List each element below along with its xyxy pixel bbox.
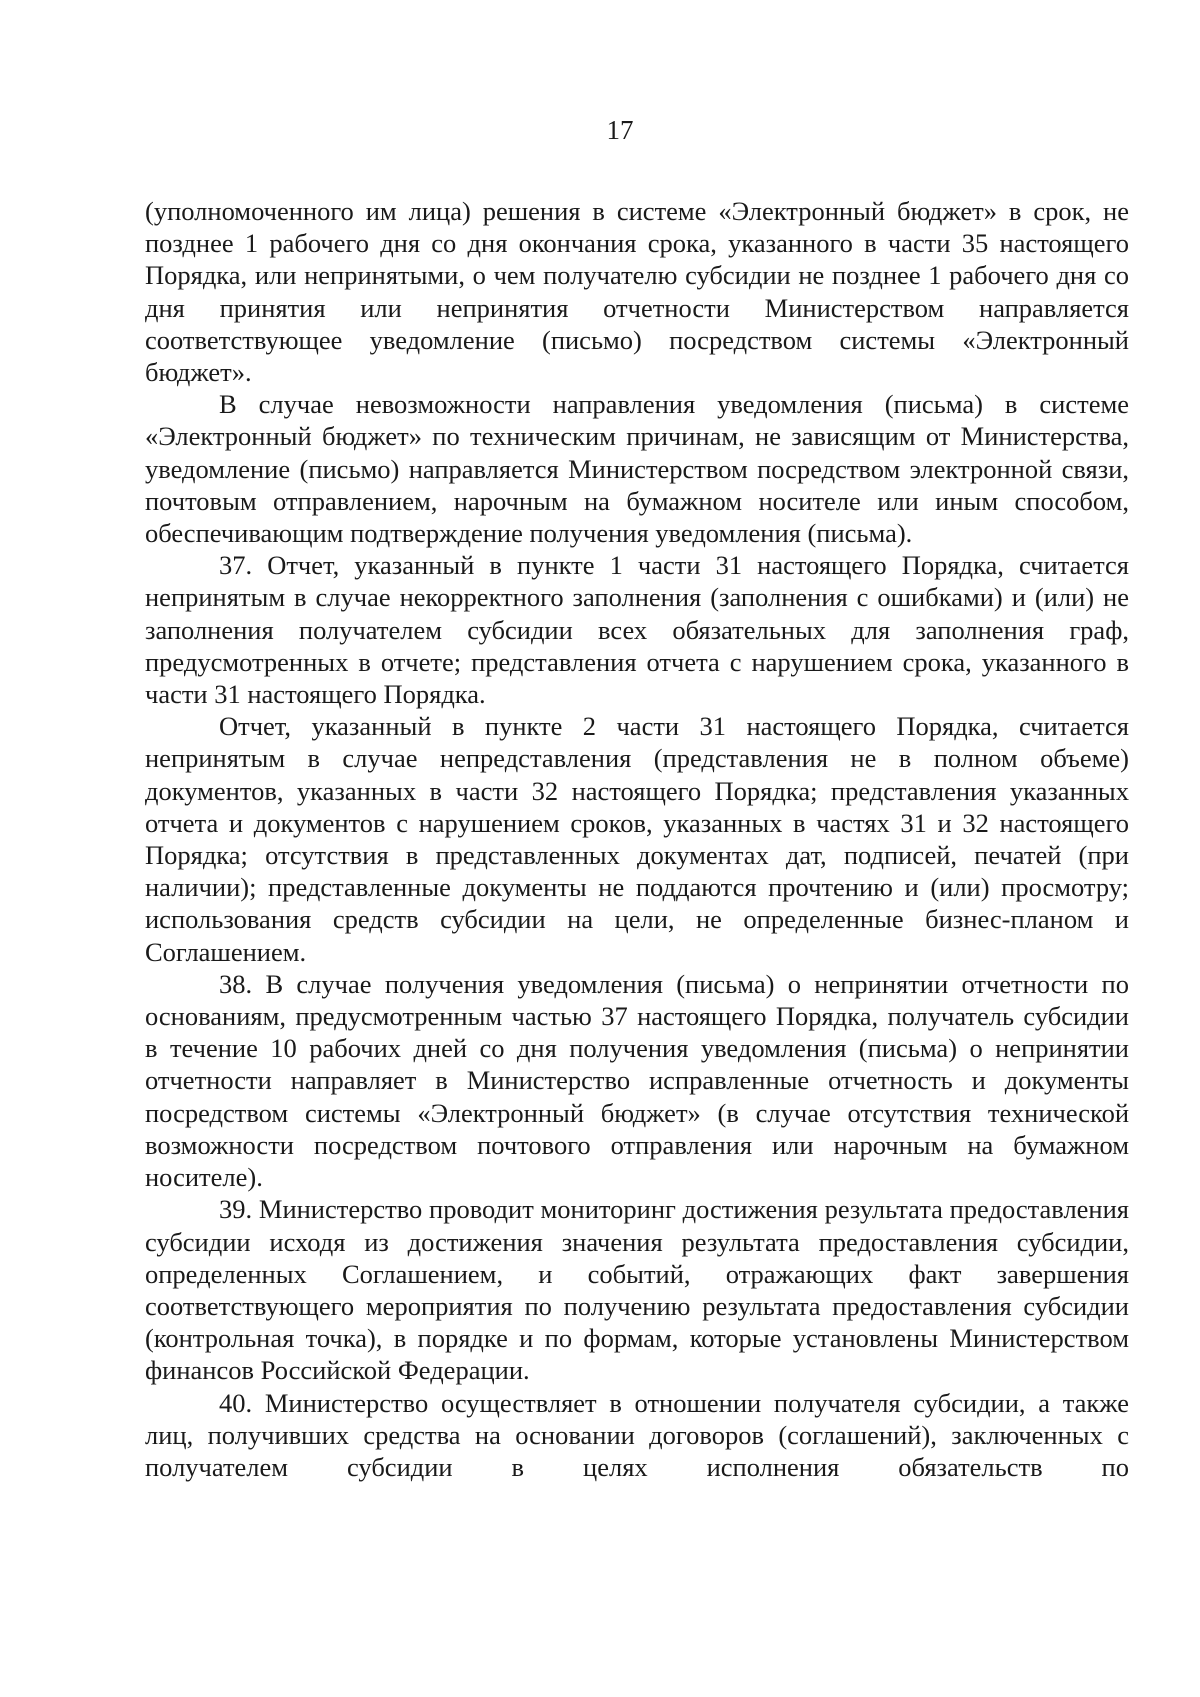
- paragraph-item-38: 38. В случае получения уведомления (письма) о непринятии отчетности по основаниям, предусмотренным частью 37 настоящего Порядка, получатель субсидии в течение 10 рабочих дней со дня получения уведомления (письма) о непринятии отчетности направляет в Министерство исправленные отчетность и документы посредством системы «Электронный бюджет» (в случае отсутствия технической возможности посредством почтового отправления или нарочным на бумажном носителе).: [145, 968, 1129, 1193]
- paragraph-item-37-report-2: Отчет, указанный в пункте 2 части 31 настоящего Порядка, считается непринятым в случае непредставления (представления не в полном объеме) документов, указанных в части 32 настоящего Порядка; представления указанных отчета и документов с нарушением сроков, указанных в частях 31 и 32 настоящего Порядка; отсутствия в представленных документах дат, подписей, печатей (при наличии); представленные документы не поддаются прочтению и (или) просмотру; использования средств субсидии на цели, не определенные бизнес-планом и Соглашением.: [145, 711, 1129, 967]
- paragraph-item-37: 37. Отчет, указанный в пункте 1 части 31 настоящего Порядка, считается непринятым в случае некорректного заполнения (заполнения с ошибками) и (или) не заполнения получателем субсидии всех обязательных для заполнения граф, предусмотренных в отчете; представления отчета с нарушением срока, указанного в части 31 настоящего Порядка.: [145, 550, 1129, 710]
- paragraph-item-40: 40. Министерство осуществляет в отношении получателя субсидии, а также лиц, получивших средства на основании договоров (соглашений), заключенных с получателем субсидии в целях исполнения обязательств по: [145, 1387, 1129, 1482]
- document-body: [145, 195, 1129, 1483]
- paragraph-continuation: (уполномоченного им лица) решения в системе «Электронный бюджет» в срок, не позднее 1 рабочего дня со дня окончания срока, указанного в части 35 настоящего Порядка, или непринятыми, о чем получателю субсидии не позднее 1 рабочего дня со дня принятия или непринятия отчетности Министерством направляется соответствующее уведомление (письмо) посредством системы «Электронный бюджет».: [145, 196, 1129, 388]
- page-number: 17: [606, 115, 634, 145]
- paragraph-item-39: 39. Министерство проводит мониторинг достижения результата предоставления субсидии исходя из достижения значения результата предоставления субсидии, определенных Соглашением, и событий, отражающих факт завершения соответствующего мероприятия по получению результата предоставления субсидии (контрольная точка), в порядке и по формам, которые установлены Министерством финансов Российской Федерации.: [145, 1194, 1129, 1386]
- paragraph-notification-fallback: В случае невозможности направления уведомления (письма) в системе «Электронный бюджет» по техническим причинам, не зависящим от Министерства, уведомление (письмо) направляется Министерством посредством электронной связи, почтовым отправлением, нарочным на бумажном носителе или иным способом, обеспечивающим подтверждение получения уведомления (письма).: [145, 389, 1129, 549]
